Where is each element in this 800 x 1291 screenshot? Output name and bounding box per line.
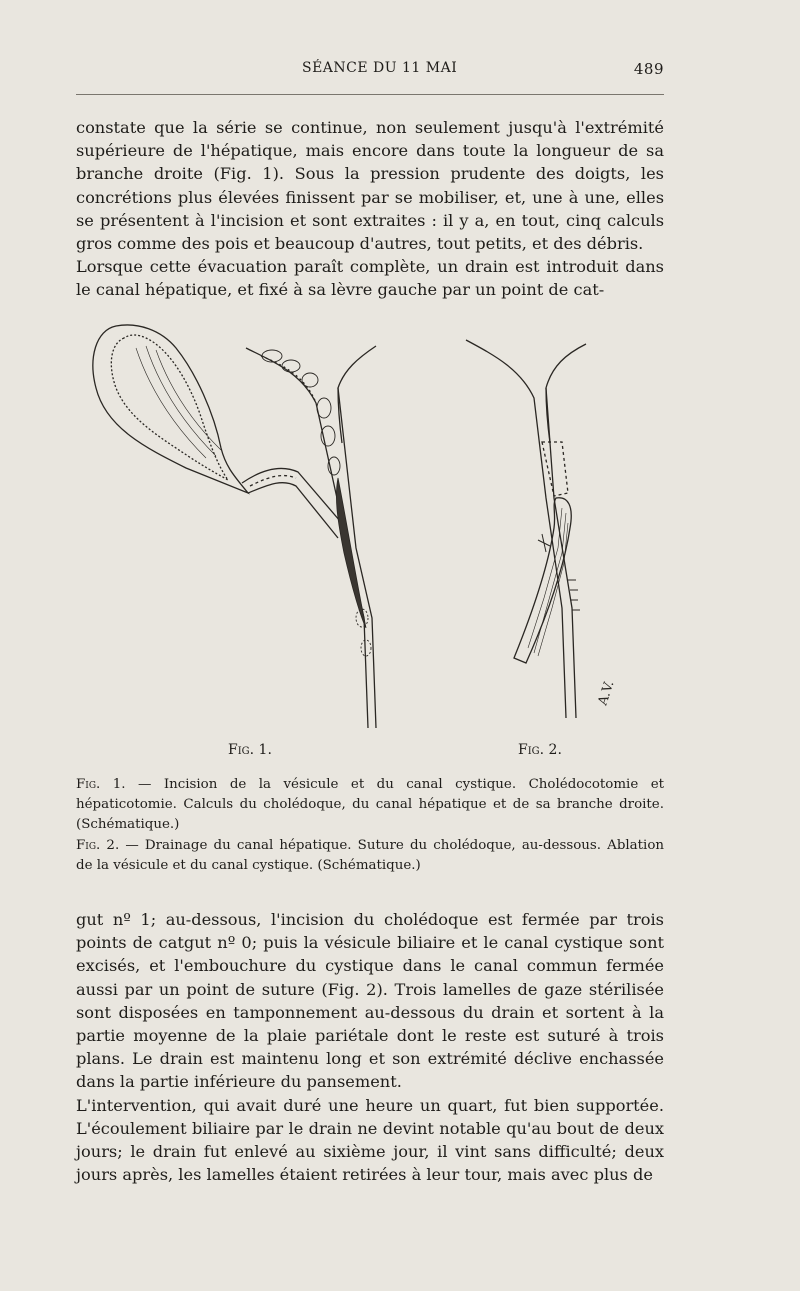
- page-number: 489: [633, 60, 664, 78]
- running-title: SÉANCE DU 11 MAI: [302, 60, 458, 76]
- fig1-gallbladder: [93, 325, 248, 493]
- body-text-bottom: [76, 908, 664, 1186]
- caption-fig1-text: — Incision de la vésicule et du canal cystique. Cholédocotomie et hépaticotomie. Calculs du cholédoque, du canal hépatique et de sa branche droite. (Schématique.): [76, 777, 665, 833]
- fig2-label: Fig. 2.: [518, 742, 562, 758]
- body-text-top: [76, 116, 664, 302]
- caption-fig2-text: — Drainage du canal hépatique. Suture du cholédoque, au-dessous. Ablation de la vésicule et du canal cystique. (Schématique.): [76, 837, 665, 873]
- caption-fig2-prefix: Fig. 2.: [76, 837, 120, 853]
- paragraph: L'intervention, qui avait duré une heure un quart, fut bien supportée. L'écoulement biliaire par le drain ne devint notable qu'au bout de deux jours; le drain fut enlevé au sixième jour, il vint sans difficulté; deux jours après, les lamelles étaient retirées à leur tour, mais avec plus de: [76, 1095, 664, 1185]
- caption-fig1: [76, 775, 664, 836]
- caption-fig1-prefix: Fig. 1.: [76, 777, 126, 792]
- paragraph: gut nº 1; au-dessous, l'incision du cholédoque est fermée par trois points de catgut nº 0; puis la vésicule biliaire et le canal cystique sont excisés, et l'embouchure du cystique dans le canal commun fermée aussi par un point de suture (Fig. 2). Trois lamelles de gaze stérilisée sont disposées en tamponnement au-dessous du drain et sortent à la partie moyenne de la plaie pariétale dont le reste est suturé à trois plans. Le drain est maintenu long et son extrémité déclive enchassée dans la partie inférieure du pansement.: [76, 910, 664, 1092]
- fig2-drain-inner: [542, 442, 568, 496]
- running-header: [76, 60, 664, 86]
- paragraph: constate que la série se continue, non seulement jusqu'à l'extrémité supérieure de l'hépatique, mais encore dans toute la longueur de sa branche droite (Fig. 1). Sous la pression prudente des doigts, les concrétions plus élevées finissent par se mobiliser, et, une à une, elles se présentent à l'incision et sont extraites : il y a, en tout, cinq calculs gros comme des pois et beaucoup d'autres, tout petits, et des débris.: [76, 118, 664, 254]
- header-rule: [76, 94, 664, 95]
- caption-fig2: [76, 836, 664, 876]
- fig1-cystic-duct: [248, 483, 338, 538]
- paragraph: Lorsque cette évacuation paraît complète, un drain est introduit dans le canal hépatique, et fixé à sa lèvre gauche par un point de cat-: [76, 257, 664, 300]
- anatomical-figure: [76, 318, 664, 738]
- fig2-hepatic-duct: [466, 340, 586, 718]
- figure-drawing: [76, 318, 664, 738]
- fig1-calculi: [262, 350, 371, 656]
- artist-signature: A.V.: [595, 679, 618, 708]
- fig1-label: Fig. 1.: [228, 742, 272, 758]
- figure-captions: [76, 775, 664, 876]
- fig1-common-duct: [246, 348, 368, 728]
